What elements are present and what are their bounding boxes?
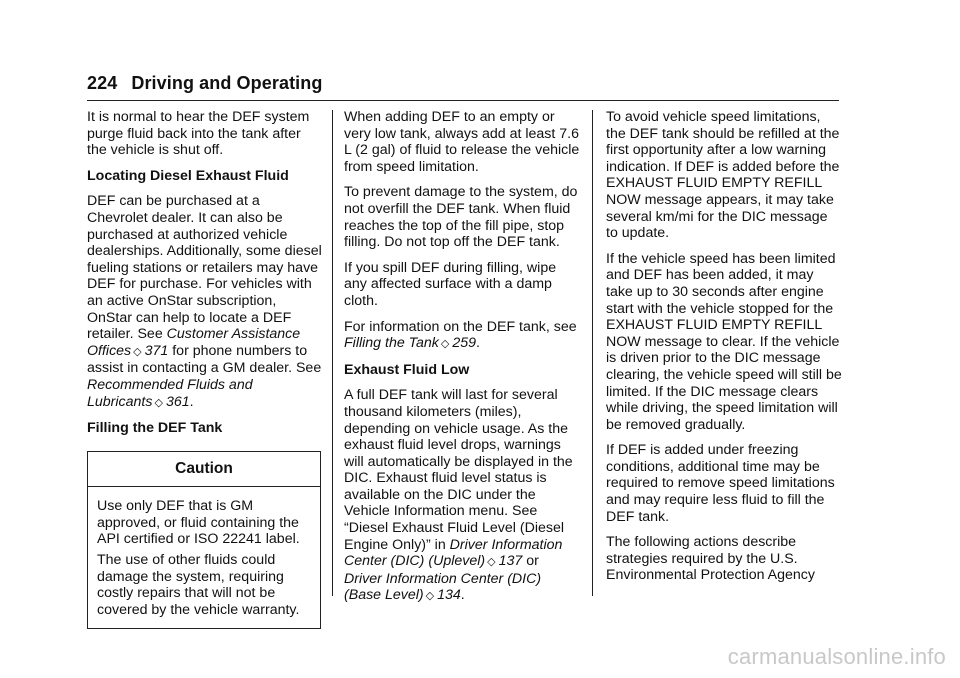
heading-exhaust-fluid-low: Exhaust Fluid Low [344, 361, 470, 378]
column-divider-1 [332, 110, 333, 596]
paragraph: DEF can be purchased at a Chevrolet dealer. It can also be purchased at authorized vehicle dealerships. Additionally, some diesel fueling stations or retailers may have DEF for purchase. For vehicles with an active OnStar subscription, OnStar can help to locate a DEF retailer. See Customer Assistance Offices ◇ 371 for phone numbers to assist in contacting a GM dealer. See Recommended Fluids and Lubricants ◇ 361. [87, 193, 322, 410]
paragraph: To avoid vehicle speed limitations, the DEF tank should be refilled at the first opportunity after a low warning indication. If DEF is added before the EXHAUST FLUID EMPTY REFILL NOW message appears, it may take several km/mi for the DIC message to update. [606, 109, 840, 242]
column-2 [344, 109, 580, 614]
page-ref-icon: ◇ [487, 556, 496, 569]
column-3 [606, 109, 842, 593]
link-dic-base-level[interactable]: Driver Information Center (DIC) (Base Level) [344, 570, 542, 604]
page-ref[interactable]: 134 [437, 587, 461, 604]
caution-paragraph: Use only DEF that is GM approved, or fluid containing the API certified or ISO 22241 label. [97, 498, 300, 548]
caution-box [87, 451, 321, 630]
paragraph: To prevent damage to the system, do not overfill the DEF tank. When fluid reaches the top of the fill pipe, stop filling. Do not top off the DEF tank. [344, 184, 578, 251]
section-title: Driving and Operating [131, 73, 323, 93]
paragraph: It is normal to hear the DEF system purge fluid back into the tank after the vehicle is shut off. [87, 109, 310, 159]
paragraph: If the vehicle speed has been limited and DEF has been added, it may take up to 30 seconds after engine start with the vehicle stopped for the EXHAUST FLUID EMPTY REFILL NOW message to clear. If the vehicle is driven prior to the DIC message clearing, the vehicle speed will still be limited. If the DIC message clears while driving, the speed limitation will be removed gradually. [606, 250, 842, 433]
paragraph: A full DEF tank will last for several thousand kilometers (miles), depending on vehicle usage. As the exhaust fluid level drops, warnings will automatically be displayed in the DIC. Exhaust fluid level status is available on the DIC under the Vehicle Information menu. See “Diesel Exhaust Fluid Level (Diesel Engine Only)” in Driver Information Center (DIC) (Uplevel) ◇ 137 or Driver Information Center (DIC) (Base Level) ◇ 134. [344, 387, 573, 604]
caution-paragraph: The use of other fluids could damage the system, requiring costly repairs that will not be covered by the vehicle warranty. [97, 552, 300, 618]
page-header [87, 72, 322, 94]
column-divider-2 [592, 110, 593, 596]
header-rule [87, 100, 839, 101]
caution-body [88, 487, 320, 628]
page-ref-icon: ◇ [133, 345, 142, 358]
paragraph: If DEF is added under freezing conditions, additional time may be required to remove speed limitations and may require less fluid to fill the DEF tank. [606, 442, 835, 525]
link-filling-the-tank[interactable]: Filling the Tank [344, 335, 439, 352]
page-ref-icon: ◇ [425, 590, 435, 603]
watermark: carmanualsonline.info [727, 644, 946, 669]
paragraph: For information on the DEF tank, see Filling the Tank ◇ 259. [344, 318, 577, 352]
heading-locating-def: Locating Diesel Exhaust Fluid [87, 167, 289, 184]
link-dic-uplevel[interactable]: Driver Information Center (DIC) (Uplevel) [344, 536, 563, 570]
paragraph: When adding DEF to an empty or very low tank, always add at least 7.6 L (2 gal) of fluid to release the vehicle from speed limitation. [344, 109, 580, 175]
page-ref[interactable]: 137 [498, 553, 523, 570]
page-ref[interactable]: 361 [165, 393, 190, 410]
page-ref-icon: ◇ [154, 396, 163, 409]
caution-title: Caution [88, 452, 320, 488]
page-number: 224 [87, 73, 118, 93]
paragraph: If you spill DEF during filling, wipe any affected surface with a damp cloth. [344, 259, 557, 309]
paragraph: The following actions describe strategies required by the U.S. Environmental Protection Agency [606, 534, 815, 584]
page-ref[interactable]: 371 [144, 342, 169, 359]
link-recommended-fluids[interactable]: Recommended Fluids and Lubricants [87, 376, 253, 410]
column-1 [87, 109, 323, 629]
page-ref-icon: ◇ [440, 338, 450, 351]
heading-filling-def-tank: Filling the DEF Tank [87, 420, 223, 437]
page-ref[interactable]: 259 [452, 335, 477, 352]
link-customer-assistance[interactable]: Customer Assistance Offices [87, 326, 301, 359]
